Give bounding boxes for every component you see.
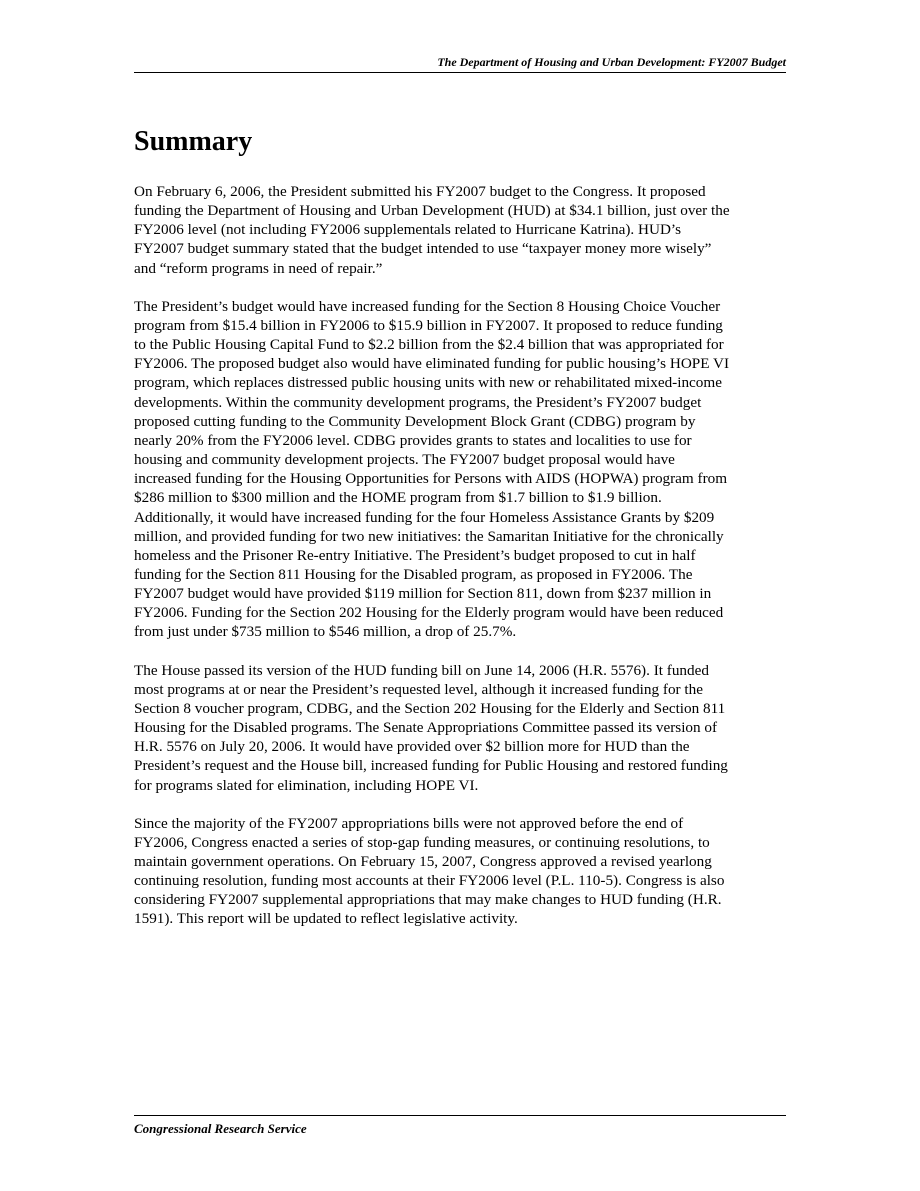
paragraph-continuing-resolutions: Since the majority of the FY2007 appropriations bills were not approved before the end of FY2006, Congress enacted a series of stop-gap funding measures, or continuing resolutions, to maintain government operations. On February 15, 2007, Congress approved a revised yearlong continuing resolution, funding most accounts at their FY2006 level (P.L. 110-5). Congress is also considering FY2007 supplemental appropriations that may make changes to HUD funding (H.R. 1591). This report will be updated to reflect legislative activity. [134,814,725,928]
document-body [134,124,790,948]
running-header [134,54,786,73]
paragraph-president-budget-details: The President’s budget would have increased funding for the Section 8 Housing Choice Voucher program from $15.4 billion in FY2006 to $15.9 billion in FY2007. It proposed to reduce funding to the Public Housing Capital Fund to $2.2 billion from the $2.4 billion that was appropriated for FY2006. The proposed budget also would have eliminated funding for public housing’s HOPE VI program, which replaces distressed public housing units with new or rehabilitated mixed-income developments. Within the community development programs, the President’s FY2007 budget proposed cutting funding to the Community Development Block Grant (CDBG) program by nearly 20% from the FY2006 level. CDBG provides grants to states and localities to use for housing and community development projects. The FY2007 budget proposal would have increased funding for the Housing Opportunities for Persons with AIDS (HOPWA) program from $286 million to $300 million and the HOME program from $1.7 billion to $1.9 billion. Additionally, it would have increased funding for the four Homeless Assistance Grants by $209 million, and provided funding for two new initiatives: the Samaritan Initiative for the chronically homeless and the Prisoner Re-entry Initiative. The President’s budget proposed to cut in half funding for the Section 811 Housing for the Disabled program, as proposed in FY2006. The FY2007 budget would have provided $119 million for Section 811, down from $237 million in FY2006. Funding for the Section 202 Housing for the Elderly program would have been reduced from just under $735 million to $546 million, a drop of 25.7%. [134,297,730,641]
paragraph-house-senate-action: The House passed its version of the HUD funding bill on June 14, 2006 (H.R. 5576). It funded most programs at or near the President’s requested level, although it increased funding for the Section 8 voucher program, CDBG, and the Section 202 Housing for the Elderly and Section 811 Housing for the Disabled programs. The Senate Appropriations Committee passed its version of H.R. 5576 on July 20, 2006. It would have provided over $2 billion more for HUD than the President’s request and the House bill, increased funding for Public Housing and restored funding for programs slated for elimination, including HOPE VI. [134,661,728,794]
publisher-name: Congressional Research Service [134,1121,307,1136]
running-footer [134,1115,786,1138]
page-title: Summary [134,126,253,157]
running-header-title: The Department of Housing and Urban Development: FY2007 Budget [437,55,786,69]
paragraph-president-submission: On February 6, 2006, the President submitted his FY2007 budget to the Congress. It proposed funding the Department of Housing and Urban Development (HUD) at $34.1 billion, just over the FY2006 level (not including FY2006 supplementals related to Hurricane Katrina). HUD’s FY2007 budget summary stated that the budget intended to use “taxpayer money more wisely” and “reform programs in need of repair.” [134,183,730,277]
